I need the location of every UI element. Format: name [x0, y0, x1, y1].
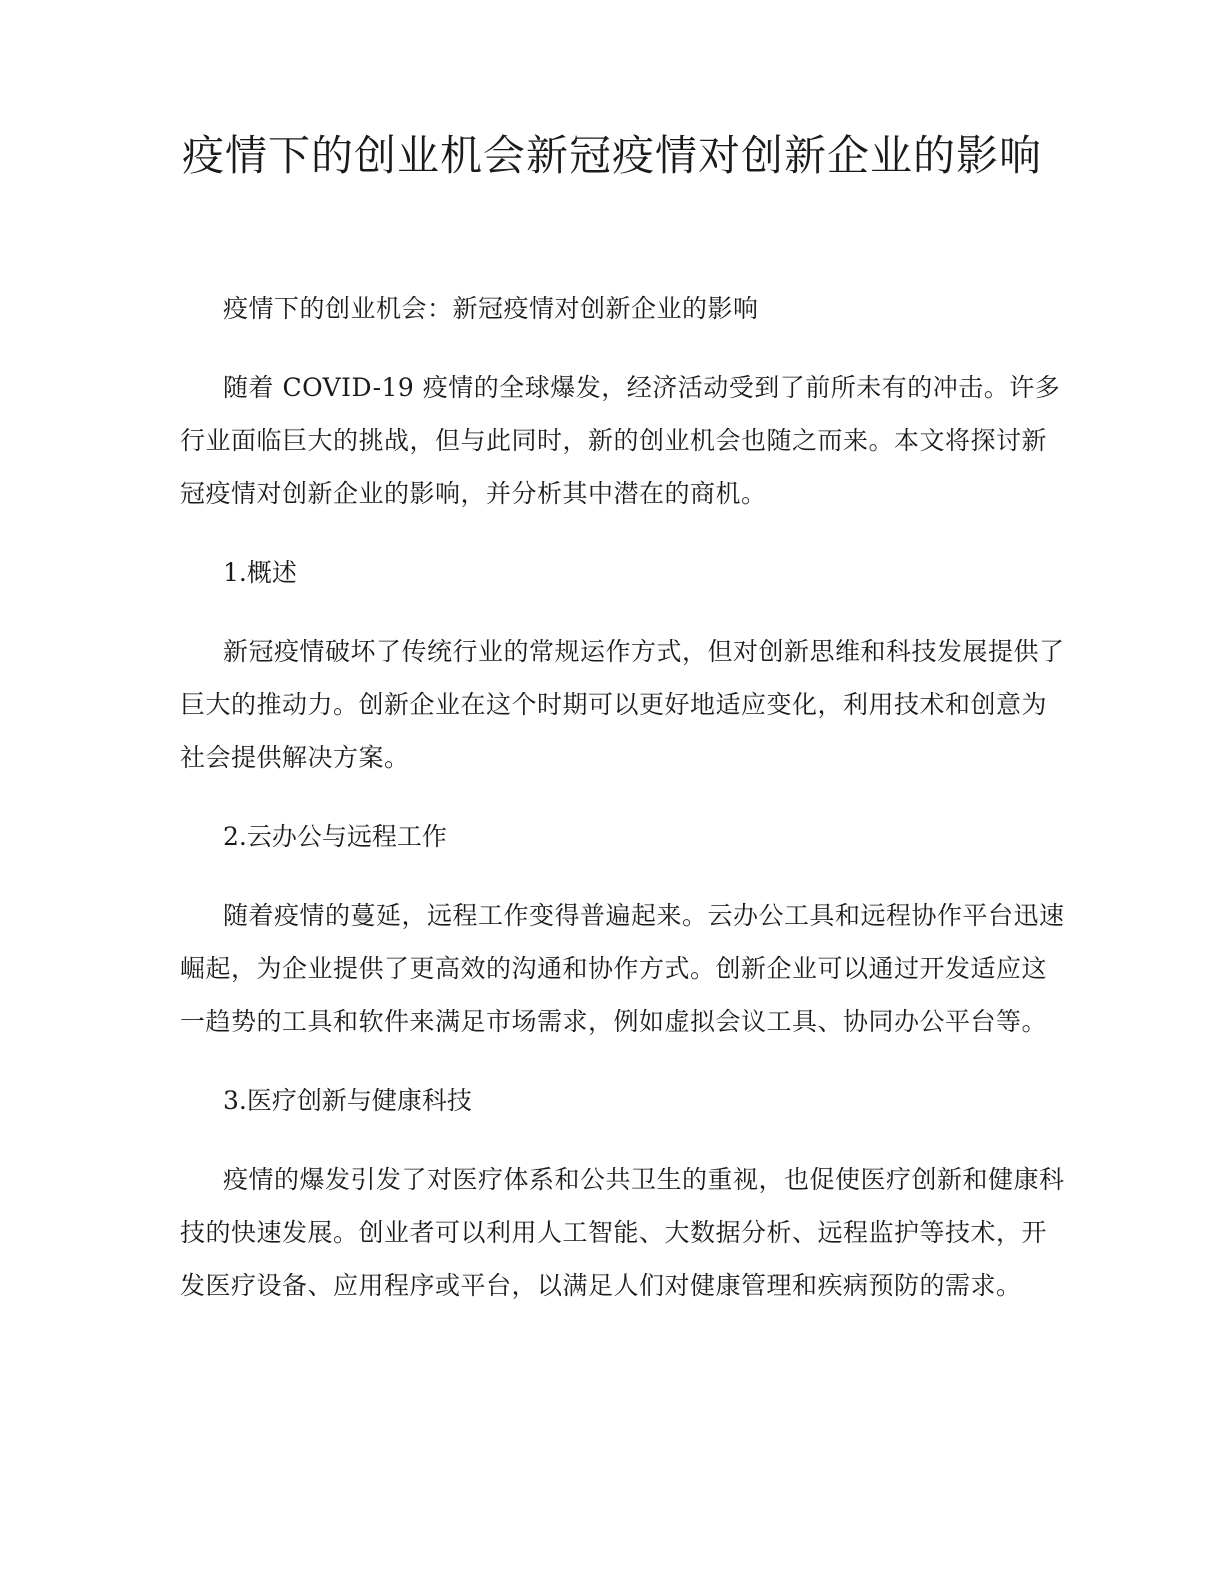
document-subtitle: 疫情下的创业机会：新冠疫情对创新企业的影响: [223, 294, 759, 323]
document-title: 疫情下的创业机会新冠疫情对创新企业的影响: [181, 131, 1042, 180]
document-body: [180, 282, 1070, 1338]
section-body-remote-work: 随着疫情的蔓延，远程工作变得普遍起来。云办公工具和远程协作平台迅速崛起，为企业提供了更高效的沟通和协作方式。创新企业可以通过开发适应这一趋势的工具和软件来满足市场需求，例如虚拟会议工具、协同办公平台等。: [180, 901, 1065, 1036]
section-body-overview: 新冠疫情破坏了传统行业的常规运作方式，但对创新思维和科技发展提供了巨大的推动力。创新企业在这个时期可以更好地适应变化，利用技术和创意为社会提供解决方案。: [180, 637, 1065, 772]
section-heading-overview: 1.概述: [223, 558, 297, 587]
section-heading-health-tech: 3.医疗创新与健康科技: [223, 1086, 472, 1115]
section-heading-remote-work: 2.云办公与远程工作: [223, 822, 447, 851]
section-body-health-tech: 疫情的爆发引发了对医疗体系和公共卫生的重视，也促使医疗创新和健康科技的快速发展。创业者可以利用人工智能、大数据分析、远程监护等技术，开发医疗设备、应用程序或平台，以满足人们对健康管理和疾病预防的需求。: [180, 1165, 1065, 1300]
intro-paragraph: 随着 COVID-19 疫情的全球爆发，经济活动受到了前所未有的冲击。许多行业面临巨大的挑战，但与此同时，新的创业机会也随之而来。本文将探讨新冠疫情对创新企业的影响，并分析其中潜在的商机。: [180, 373, 1061, 508]
